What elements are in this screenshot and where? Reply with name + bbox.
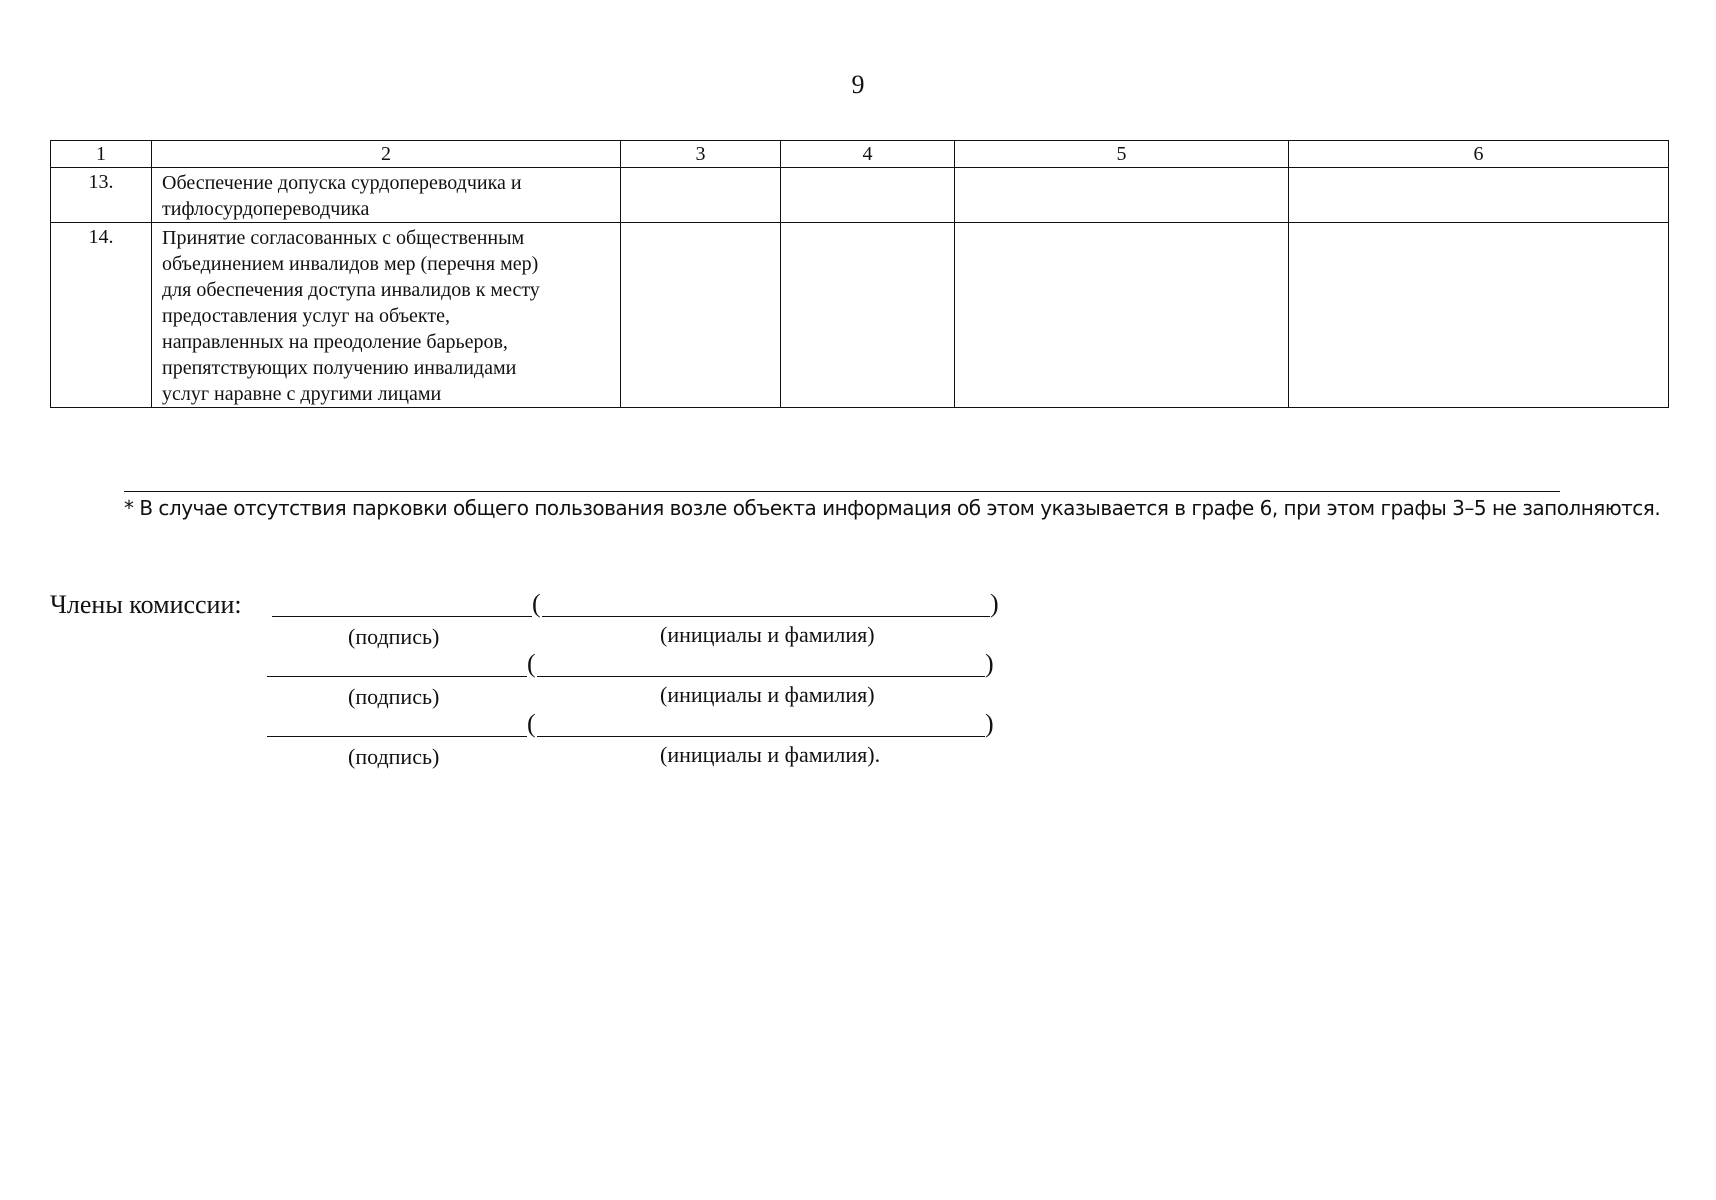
column-header: 3 — [621, 141, 781, 168]
row-number: 14. — [51, 223, 152, 408]
table-header-row — [51, 141, 1669, 168]
accessibility-table — [50, 140, 1669, 408]
name-caption: (инициалы и фамилия) — [660, 682, 875, 707]
column-header: 2 — [152, 141, 621, 168]
description-line: тифлосурдопереводчика — [162, 198, 370, 220]
close-paren: ) — [985, 709, 994, 738]
table-cell — [621, 223, 781, 408]
table-cell — [621, 168, 781, 223]
description-line: Принятие согласованных с общественным — [162, 227, 525, 249]
open-paren: ( — [532, 589, 541, 618]
name-caption: (инициалы и фамилия). — [660, 742, 881, 767]
description-line: препятствующих получению инвалидами — [162, 357, 517, 379]
name-caption: (инициалы и фамилия) — [660, 622, 875, 647]
signature-caption: (подпись) — [348, 624, 440, 649]
signature-caption: (подпись) — [348, 744, 440, 769]
table-cell — [781, 223, 955, 408]
close-paren: ) — [990, 589, 999, 618]
open-paren: ( — [527, 649, 536, 678]
footnote-divider — [124, 491, 1560, 492]
table-row — [51, 168, 1669, 223]
row-description — [152, 223, 621, 408]
table-cell — [955, 223, 1289, 408]
table-cell — [1289, 168, 1669, 223]
footnote: * В случае отсутствия парковки общего пользования возле объекта информация об этом указывается в графе 6, при этом графы 3–5 не заполняются. — [124, 496, 1661, 520]
close-paren: ) — [985, 649, 994, 678]
signature-line — [272, 594, 532, 617]
column-header: 1 — [51, 141, 152, 168]
description-line: направленных на преодоление барьеров, — [162, 331, 508, 353]
description-line: Обеспечение допуска сурдопереводчика и — [162, 172, 522, 194]
description-line: объединением инвалидов мер (перечня мер) — [162, 253, 539, 275]
table-row — [51, 223, 1669, 408]
name-line — [542, 594, 990, 617]
row-description — [152, 168, 621, 223]
description-line: предоставления услуг на объекте, — [162, 305, 450, 327]
name-line — [537, 654, 985, 677]
open-paren: ( — [527, 709, 536, 738]
column-header: 6 — [1289, 141, 1669, 168]
table-cell — [781, 168, 955, 223]
signature-line — [267, 714, 527, 737]
column-header: 5 — [955, 141, 1289, 168]
signature-line — [267, 654, 527, 677]
commission-members-label: Члены комиссии: — [50, 590, 242, 619]
description-line: услуг наравне с другими лицами — [162, 383, 442, 405]
column-header: 4 — [781, 141, 955, 168]
description-line: для обеспечения доступа инвалидов к месту — [162, 279, 540, 301]
row-number: 13. — [51, 168, 152, 223]
page-number: 9 — [851, 70, 865, 99]
table-cell — [1289, 223, 1669, 408]
name-line — [537, 714, 985, 737]
table-cell — [955, 168, 1289, 223]
signature-caption: (подпись) — [348, 684, 440, 709]
